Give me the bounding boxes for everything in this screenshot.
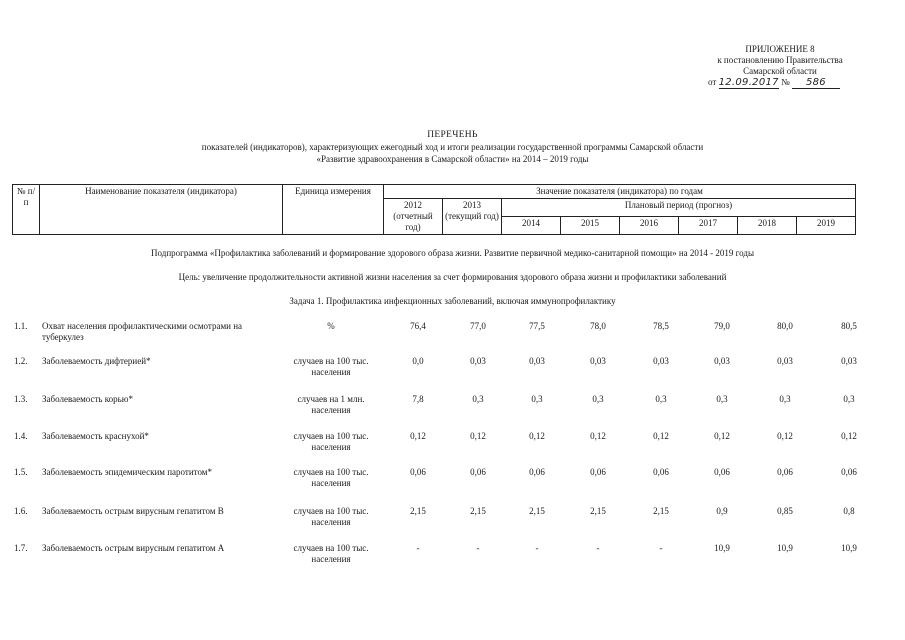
table-row [0, 431, 905, 467]
table-row [0, 356, 905, 392]
value-cell: 0,03 [470, 356, 486, 366]
handwritten-date: 12.09.2017 [718, 77, 779, 88]
value-cell: 0,12 [470, 431, 486, 441]
header-year-2016: 2016 [620, 217, 679, 235]
value-cell: 10,9 [777, 543, 793, 553]
value-cell: 2,15 [590, 506, 606, 516]
value-cell: 0,3 [716, 394, 728, 404]
value-cell: 0,03 [653, 356, 669, 366]
value-cell: 0,03 [714, 356, 730, 366]
value-cell: 2,15 [410, 506, 426, 516]
task-line: Задача 1. Профилактика инфекционных заболеваний, включая иммунопрофилактику [289, 296, 616, 306]
subprogram-title: Подпрограмма «Профилактика заболеваний и формирование здорового образа жизни. Развитие первичной медико-санитарной помощи» на 2014 - 2019 годы [151, 248, 754, 258]
year-2012-note: (отчетный год) [393, 211, 433, 232]
unit-of-measure: % [327, 321, 335, 331]
value-cell: 0,12 [653, 431, 669, 441]
header-name-col: Наименование показателя (индикатора) [40, 185, 283, 235]
appendix-decree-line: к постановлению Правительства [717, 55, 843, 65]
value-cell: - [416, 543, 420, 553]
value-cell: 0,9 [716, 506, 728, 516]
unit-of-measure: случаев на 100 тыс. населения [293, 431, 369, 452]
value-cell: 0,06 [590, 467, 606, 477]
program-name: «Развитие здравоохранения в Самарской области» на 2014 – 2019 годы [316, 154, 589, 164]
unit-of-measure: случаев на 100 тыс. населения [293, 356, 369, 377]
header-year-2013 [443, 199, 502, 235]
value-cell: 0,8 [843, 506, 855, 516]
value-cell: 0,06 [653, 467, 669, 477]
indicator-name: Охват населения профилактическими осмотрами на туберкулез [42, 321, 243, 342]
value-cell: 0,06 [529, 467, 545, 477]
row-number: 1.2. [14, 356, 28, 366]
row-number: 1.7. [14, 543, 28, 553]
header-unit-col: Единица измерения [283, 185, 384, 235]
value-cell: 76,4 [410, 321, 426, 331]
value-cell: 0,03 [841, 356, 857, 366]
indicator-name: Заболеваемость острым вирусным гепатитом А [42, 543, 225, 553]
appendix-block [690, 44, 870, 89]
value-cell: 0,03 [777, 356, 793, 366]
value-cell: 77,5 [529, 321, 545, 331]
table-row [0, 467, 905, 503]
appendix-region-line: Самарской области [743, 66, 817, 76]
row-number: 1.1. [14, 321, 28, 331]
value-cell: - [535, 543, 539, 553]
value-cell: 0,12 [841, 431, 857, 441]
unit-of-measure: случаев на 1 млн. населения [297, 394, 365, 415]
goal-line: Цель: увеличение продолжительности активной жизни населения за счет формирования здорового образа жизни и профилактики заболеваний [178, 272, 727, 282]
value-cell: 0,0 [412, 356, 424, 366]
header-year-2019: 2019 [797, 217, 856, 235]
value-cell: - [476, 543, 480, 553]
value-cell: 0,06 [841, 467, 857, 477]
value-cell: 0,3 [531, 394, 543, 404]
value-cell: 80,5 [841, 321, 857, 331]
value-cell: 0,06 [714, 467, 730, 477]
value-cell: 0,3 [779, 394, 791, 404]
header-values-group: Значение показателя (индикатора) по годам [384, 185, 856, 199]
unit-of-measure: случаев на 100 тыс. населения [293, 506, 369, 527]
header-planned-group: Плановый период (прогноз) [502, 199, 856, 217]
indicator-name: Заболеваемость острым вирусным гепатитом В [42, 506, 224, 516]
header-num-col: № п/п [13, 185, 40, 235]
row-number: 1.4. [14, 431, 28, 441]
value-cell: 0,12 [590, 431, 606, 441]
table-row [0, 321, 905, 357]
value-cell: - [659, 543, 663, 553]
row-number: 1.3. [14, 394, 28, 404]
row-number: 1.5. [14, 467, 28, 477]
indicator-table-header [12, 184, 856, 235]
header-year-2018: 2018 [738, 217, 797, 235]
value-cell: 0,85 [777, 506, 793, 516]
value-cell: 0,3 [843, 394, 855, 404]
indicator-name: Заболеваемость дифтерией* [42, 356, 151, 366]
value-cell: 10,9 [841, 543, 857, 553]
value-cell: 2,15 [653, 506, 669, 516]
date-prefix: от [708, 77, 717, 87]
indicator-name: Заболеваемость эпидемическим паротитом* [42, 467, 213, 477]
handwritten-number: 586 [792, 77, 840, 89]
value-cell: 0,06 [410, 467, 426, 477]
value-cell: 2,15 [529, 506, 545, 516]
value-cell: 0,06 [470, 467, 486, 477]
value-cell: 78,5 [653, 321, 669, 331]
indicator-name: Заболеваемость краснухой* [42, 431, 149, 441]
unit-of-measure: случаев на 100 тыс. населения [293, 467, 369, 488]
value-cell: 78,0 [590, 321, 606, 331]
indicator-name: Заболеваемость корью* [42, 394, 134, 404]
table-row [0, 543, 905, 579]
value-cell: 0,12 [529, 431, 545, 441]
appendix-title: ПРИЛОЖЕНИЕ 8 [745, 44, 815, 54]
value-cell: 0,12 [777, 431, 793, 441]
year-2013-label: 2013 [463, 200, 481, 210]
value-cell: 0,03 [590, 356, 606, 366]
table-row [0, 506, 905, 542]
value-cell: 0,03 [529, 356, 545, 366]
value-cell: 0,06 [777, 467, 793, 477]
value-cell: 0,12 [714, 431, 730, 441]
value-cell: - [596, 543, 600, 553]
value-cell: 10,9 [714, 543, 730, 553]
number-prefix: № [781, 77, 790, 87]
value-cell: 7,8 [412, 394, 424, 404]
value-cell: 79,0 [714, 321, 730, 331]
document-subtitle: показателей (индикаторов), характеризующих ежегодный ход и итоги реализации государственной программы Самарской области [201, 142, 704, 152]
document-title: ПЕРЕЧЕНЬ [427, 130, 478, 140]
table-row [0, 394, 905, 430]
year-2013-note: (текущий год) [445, 211, 499, 221]
value-cell: 0,12 [410, 431, 426, 441]
unit-of-measure: случаев на 100 тыс. населения [293, 543, 369, 564]
value-cell: 77,0 [470, 321, 486, 331]
value-cell: 2,15 [470, 506, 486, 516]
header-year-2015: 2015 [561, 217, 620, 235]
value-cell: 0,3 [655, 394, 667, 404]
header-year-2017: 2017 [679, 217, 738, 235]
year-2012-label: 2012 [404, 200, 422, 210]
header-year-2012 [384, 199, 443, 235]
header-year-2014: 2014 [502, 217, 561, 235]
row-number: 1.6. [14, 506, 28, 516]
value-cell: 0,3 [592, 394, 604, 404]
appendix-date-line [690, 77, 870, 89]
value-cell: 0,3 [472, 394, 484, 404]
value-cell: 80,0 [777, 321, 793, 331]
